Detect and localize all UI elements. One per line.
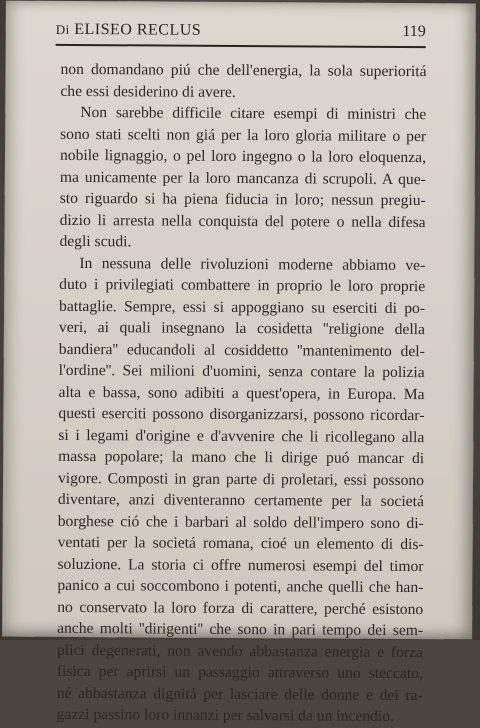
text-line: ma unicamente per la loro mancanza di scrupoli. A que-: [59, 168, 426, 188]
text-line: né abbastanza dignitá per lasciare delle donne e dei ra-: [56, 684, 423, 704]
text-line: alta e bassa, sono adibiti a quest'opera, in Europa. Ma: [58, 383, 425, 403]
text-line: In nessuna delle rivoluzioni moderne abbiamo ve-: [79, 254, 426, 274]
text-line: sto riguardo si ha piena fiducia in loro; nessun pregiu-: [59, 189, 426, 210]
text-line: battaglie. Sempre, essi si appoggiano su eserciti di po-: [59, 297, 426, 317]
running-head-prefix: Di: [55, 21, 70, 37]
text-line: questi eserciti possono disorganizzarsi, possono ricordar-: [58, 404, 425, 425]
text-line: panico a cui soccombono i potenti, anche quelli che han-: [57, 576, 424, 597]
text-line: vigore. Composti in gran parte di proletari, essi possono: [57, 469, 425, 489]
text-line: borghese ció che i barbari al soldo dell'impero sono di-: [57, 512, 424, 532]
text-line: gazzi passino loro innanzi per salvarsi da un incendio.: [56, 705, 394, 725]
text-line: diventare, anzi diventeranno certamente per la societá: [57, 490, 424, 511]
text-line: dizio li arresta nella conquista del potere o nella difesa: [59, 211, 426, 231]
text-line: l'ordine''. Sei milioni d'uomini, senza contare la polizia: [58, 361, 425, 382]
text-line: plici degenerati, non avendo abbastanza energia e forza: [56, 641, 424, 661]
body-text: [57, 59, 427, 728]
running-head: [56, 21, 202, 40]
text-line: soluzione. La storia ci offre numerosi esempi del timor: [57, 555, 424, 575]
text-line: non domandano piú che dell'energia, la sola superioritá: [60, 60, 427, 81]
book-page: [2, 1, 476, 725]
page-header: [56, 21, 426, 45]
text-line: fisica per aprirsi un passaggio attraverso uno steccato,: [56, 662, 423, 683]
text-line: sono stati scelti non giá per la loro gloria militare o per: [60, 125, 427, 145]
text-line: si i legami d'origine e d'avvenire che li ricollegano alla: [58, 426, 425, 446]
text-line: duto i privilegiati combattere in proprio le loro proprie: [59, 275, 426, 296]
text-line: veri, ai quali insegnano la cosidetta ''religione della: [58, 318, 425, 339]
text-line: degli scudi.: [59, 232, 132, 251]
text-line: Non sarebbe difficile citare esempi di ministri che: [80, 104, 427, 124]
page-number: 119: [402, 22, 426, 41]
text-line: ventati per la societá romana, cioé un elemento di dis-: [57, 533, 424, 554]
text-line: che essi desiderino di avere.: [60, 82, 236, 101]
text-line: massa popolare; la mano che li dirige puó mancar di: [58, 447, 425, 468]
text-line: anche molti ''dirigenti'' che sono in pari tempo dei sem-: [57, 619, 424, 640]
text-line: bandiera'' educandoli al cosiddetto ''mantenimento del-: [58, 340, 425, 360]
text-line: nobile lignaggio, o pel loro ingegno o la loro eloquenza,: [59, 146, 427, 167]
text-line: no conservato la loro forza di carattere, perché esistono: [57, 598, 424, 618]
running-head-name: ELISEO RECLUS: [69, 20, 202, 39]
